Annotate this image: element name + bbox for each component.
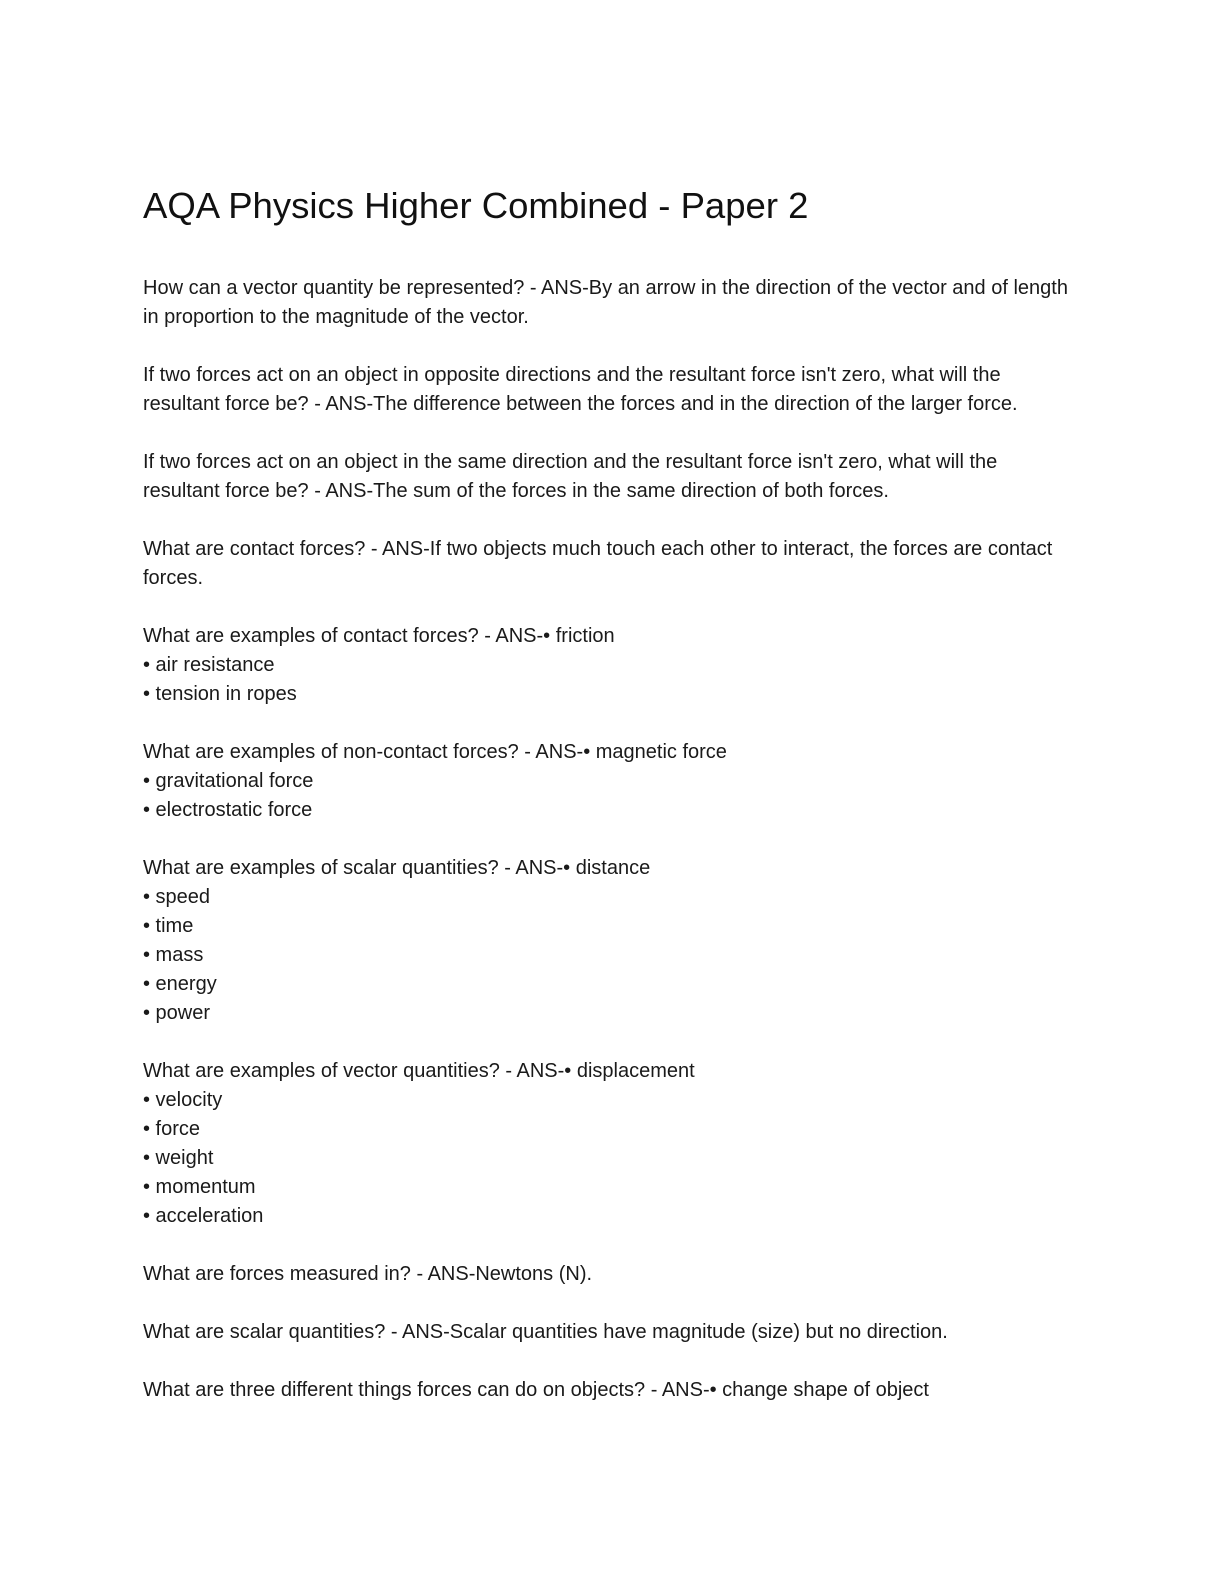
answer-bullet: • air resistance: [143, 654, 275, 676]
answer-bullet: • speed: [143, 886, 211, 908]
question-text: What are examples of contact forces? - ANS-• friction: [143, 625, 615, 647]
document-title: AQA Physics Higher Combined - Paper 2: [143, 185, 809, 226]
question-answer: [143, 1057, 1068, 1231]
question-text: What are examples of scalar quantities? - ANS-• distance: [143, 857, 651, 879]
answer-bullet: • velocity: [143, 1089, 223, 1111]
answer-bullet: • force: [143, 1118, 201, 1140]
question-answer: [143, 1318, 1068, 1347]
question-text: If two forces act on an object in opposite directions and the resultant force isn't zero, what will the resultant force be? - ANS-The difference between the forces and in the direction of the larger force.: [143, 364, 1018, 415]
answer-bullet: • power: [143, 1002, 211, 1024]
question-answer: [143, 361, 1068, 419]
answer-bullet: • gravitational force: [143, 770, 314, 792]
answer-bullet: • electrostatic force: [143, 799, 313, 821]
answer-bullet: • energy: [143, 973, 217, 995]
question-answer: [143, 1376, 1068, 1405]
question-answer: [143, 738, 1068, 825]
question-text: What are examples of vector quantities? - ANS-• displacement: [143, 1060, 695, 1082]
document-body: [143, 274, 1068, 1434]
question-answer: [143, 535, 1068, 593]
question-text: What are scalar quantities? - ANS-Scalar quantities have magnitude (size) but no direction.: [143, 1321, 948, 1343]
question-text: What are three different things forces can do on objects? - ANS-• change shape of object: [143, 1379, 929, 1401]
answer-bullet: • mass: [143, 944, 204, 966]
question-answer: [143, 1260, 1068, 1289]
question-text: What are contact forces? - ANS-If two objects much touch each other to interact, the forces are contact forces.: [143, 538, 1053, 589]
question-text: What are examples of non-contact forces? - ANS-• magnetic force: [143, 741, 727, 763]
answer-bullet: • weight: [143, 1147, 214, 1169]
question-answer: [143, 448, 1068, 506]
answer-bullet: • acceleration: [143, 1205, 264, 1227]
question-answer: [143, 622, 1068, 709]
answer-bullet: • momentum: [143, 1176, 256, 1198]
answer-bullet: • time: [143, 915, 194, 937]
question-answer: [143, 274, 1068, 332]
question-text: How can a vector quantity be represented? - ANS-By an arrow in the direction of the vector and of length in proportion to the magnitude of the vector.: [143, 277, 1068, 328]
question-answer: [143, 854, 1068, 1028]
question-text: What are forces measured in? - ANS-Newtons (N).: [143, 1263, 593, 1285]
question-text: If two forces act on an object in the same direction and the resultant force isn't zero, what will the resultant force be? - ANS-The sum of the forces in the same direction of both forces.: [143, 451, 998, 502]
answer-bullet: • tension in ropes: [143, 683, 297, 705]
